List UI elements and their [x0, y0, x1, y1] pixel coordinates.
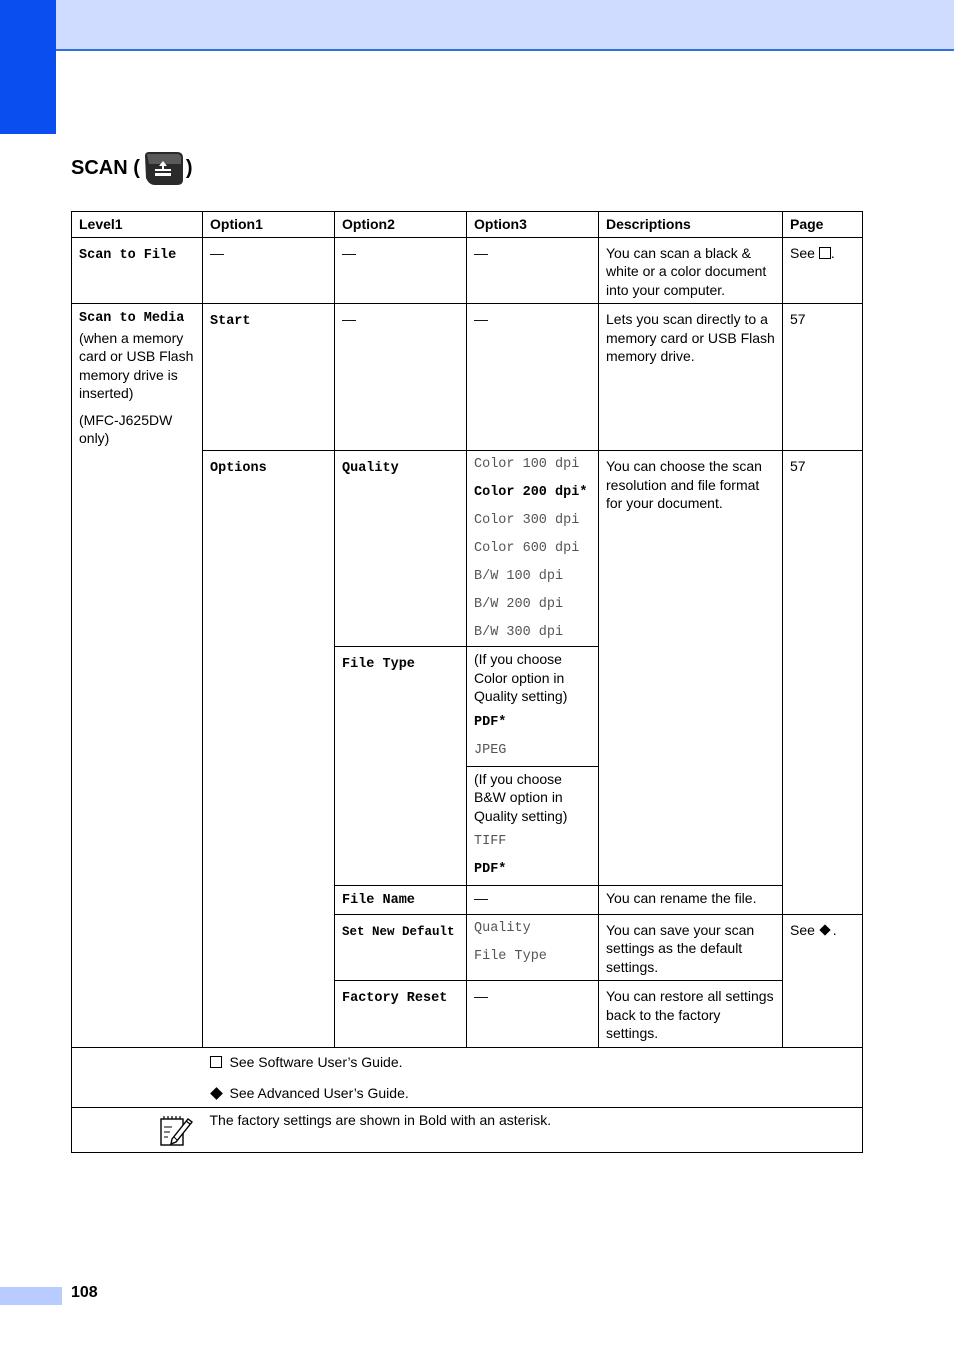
scan-settings-table [71, 211, 863, 1153]
option1-start: Start [210, 314, 251, 329]
col-header-option1: Option1 [203, 212, 335, 238]
option2-file-name: File Name [342, 893, 415, 908]
dash: — [474, 890, 488, 906]
quality-value-default: Color 200 dpi* [474, 485, 588, 500]
col-header-page: Page [783, 212, 863, 238]
default-value: File Type [474, 948, 547, 964]
legend-row [72, 1047, 863, 1107]
note-pencil-icon [158, 1113, 194, 1149]
quality-value: B/W 300 dpi [474, 625, 564, 640]
dash: — [342, 244, 356, 261]
chapter-tab [0, 0, 56, 134]
description: You can save your scan settings as the default settings. [606, 921, 755, 975]
file-type-value-default: PDF* [474, 862, 507, 877]
quality-value: Color 600 dpi [474, 541, 580, 556]
dash: — [342, 311, 356, 327]
title-prefix: SCAN ( [71, 156, 140, 179]
page-ref: See . [790, 244, 835, 261]
file-type-color-note: (If you choose Color option in Quality setting) [474, 651, 568, 704]
quality-value: Color 100 dpi [474, 457, 580, 472]
option2-quality: Quality [342, 461, 399, 476]
header-band [56, 0, 954, 51]
table-row [72, 304, 863, 451]
table-header-row [72, 212, 863, 238]
file-type-value: TIFF [474, 834, 507, 849]
advanced-guide-icon [819, 924, 830, 935]
file-type-value: JPEG [474, 742, 507, 758]
col-header-level1: Level1 [72, 212, 203, 238]
page-ref: 57 [790, 458, 806, 474]
scan-icon [141, 150, 185, 186]
advanced-guide-icon [210, 1087, 223, 1100]
dash: — [474, 244, 488, 261]
description: Lets you scan directly to a memory card or USB Flash memory drive. [606, 311, 775, 364]
description: You can choose the scan resolution and file format for your document. [606, 458, 762, 511]
dash: — [474, 988, 488, 1004]
level1-scan-to-file: Scan to File [79, 247, 177, 263]
quality-value: Color 300 dpi [474, 513, 580, 528]
software-guide-icon [210, 1056, 222, 1068]
legend-software: See Software User’s Guide. [210, 1053, 857, 1072]
software-guide-icon [819, 247, 831, 259]
col-header-option2: Option2 [335, 212, 467, 238]
quality-value: B/W 200 dpi [474, 597, 564, 612]
note-row [72, 1107, 863, 1152]
description: You can rename the file. [606, 890, 757, 906]
level1-scan-to-media: Scan to Media [79, 311, 185, 326]
note-text: The factory settings are shown in Bold with an asterisk. [209, 1111, 552, 1128]
level1-model-note: (MFC-J625DW only) [79, 411, 173, 446]
page-number: 108 [71, 1284, 98, 1301]
option2-file-type: File Type [342, 657, 415, 672]
col-header-option3: Option3 [467, 212, 599, 238]
dash: — [474, 311, 488, 327]
page-ref: See . [790, 921, 837, 938]
option2-set-new-default: Set New Default [342, 924, 455, 939]
default-value: Quality [474, 920, 531, 936]
page-ref: 57 [790, 311, 806, 327]
legend-advanced: See Advanced User’s Guide. [210, 1084, 857, 1103]
quality-value: B/W 100 dpi [474, 569, 564, 584]
section-title [71, 148, 193, 188]
option2-factory-reset: Factory Reset [342, 991, 448, 1006]
option1-options: Options [210, 461, 267, 476]
page-tab [0, 1287, 62, 1305]
title-suffix: ) [185, 156, 193, 179]
dash: — [210, 244, 224, 261]
table-row [72, 237, 863, 304]
col-header-descriptions: Descriptions [599, 212, 783, 238]
file-type-value-default: PDF* [474, 714, 507, 730]
file-type-bw-note: (If you choose B&W option in Quality setting) [474, 770, 568, 824]
level1-condition-note: (when a memory card or USB Flash memory drive is inserted) [79, 329, 194, 401]
description: You can restore all settings back to the factory settings. [606, 988, 774, 1041]
description: You can scan a black & white or a color document into your computer. [606, 244, 767, 298]
